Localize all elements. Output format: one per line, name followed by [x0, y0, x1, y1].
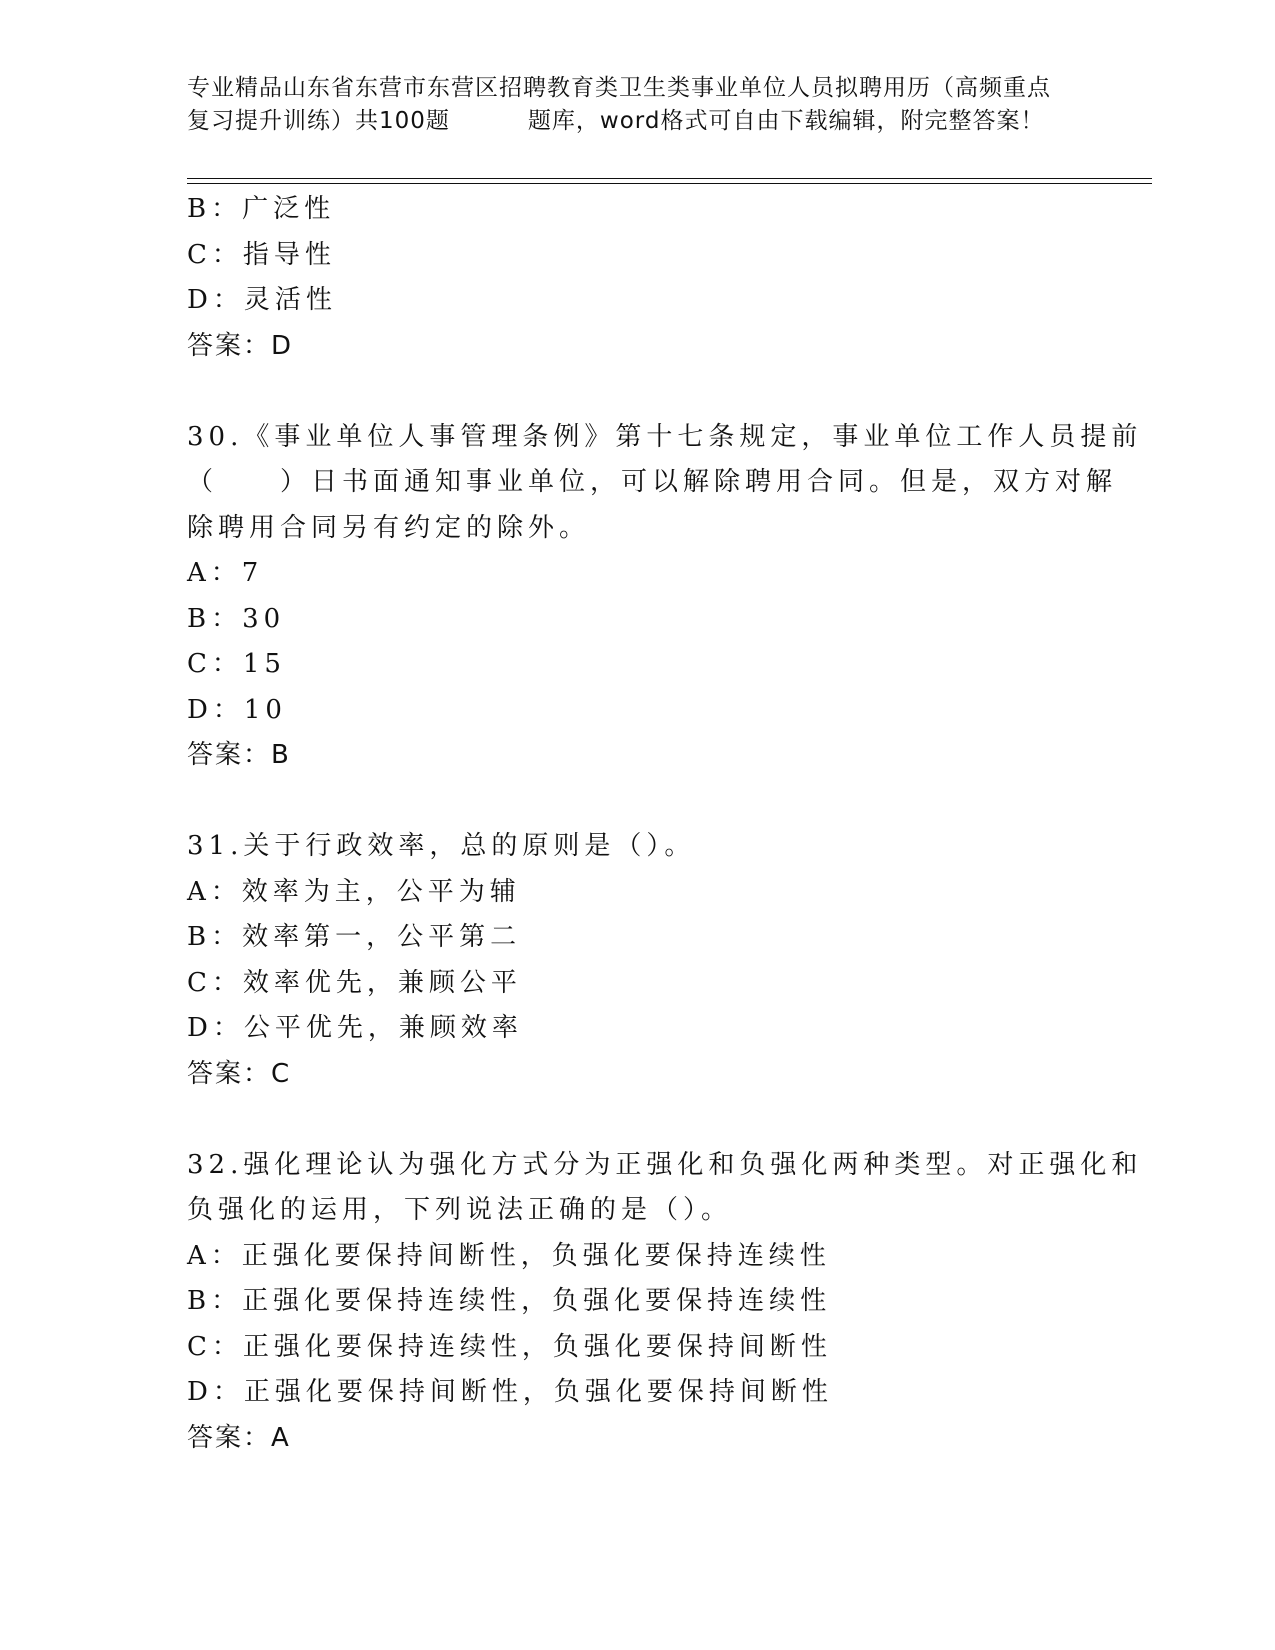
question-text-line: 31.关于行政效率，总的原则是（）。	[187, 831, 696, 861]
option-b: B：效率第一，公平第二	[187, 922, 522, 952]
option-d: D：公平优先，兼顾效率	[187, 1013, 523, 1043]
option-b: B：广泛性	[187, 194, 336, 224]
question-block-29	[187, 187, 1087, 369]
option-c: C：效率优先，兼顾公平	[187, 967, 522, 998]
question-list	[187, 187, 1143, 1461]
question-text-line: 32.强化理论认为强化方式分为正强化和负强化两种类型。对正强化和	[187, 1149, 1143, 1180]
option-a: A：效率为主，公平为辅	[187, 876, 521, 907]
header-title-line-1: 专业精品山东省东营市东营区招聘教育类卫生类事业单位人员拟聘用历（高频重点	[187, 75, 1051, 101]
header-title-line-2	[187, 105, 1087, 138]
option-d: D：正强化要保持间断性，负强化要保持间断性	[187, 1377, 833, 1407]
option-c: C：正强化要保持连续性，负强化要保持间断性	[187, 1331, 832, 1362]
question-block-31	[187, 824, 1087, 1097]
option-d: D：灵活性	[187, 285, 337, 315]
question-text-line: 30.《事业单位人事管理条例》第十七条规定，事业单位工作人员提前	[187, 421, 1143, 452]
document-header	[187, 72, 1087, 138]
answer-label: 答案：B	[187, 740, 291, 770]
option-b: B：30	[187, 603, 286, 634]
question-text-line: 负强化的运用，下列说法正确的是（）。	[187, 1195, 733, 1225]
option-a: A：7	[187, 558, 264, 588]
question-text-line: （ ）日书面通知事业单位，可以解除聘用合同。但是，双方对解	[187, 467, 1118, 497]
option-a: A：正强化要保持间断性，负强化要保持连续性	[187, 1240, 831, 1271]
header-title-right: 题库，word格式可自由下载编辑，附完整答案！	[527, 108, 1045, 134]
question-block-32	[187, 1143, 1143, 1462]
question-block-30	[187, 415, 1143, 779]
option-c: C：指导性	[187, 239, 336, 270]
answer-label: 答案：A	[187, 1422, 291, 1453]
option-d: D：10	[187, 694, 287, 725]
header-divider-bottom	[187, 183, 1152, 184]
header-divider-top	[187, 178, 1152, 179]
option-b: B：正强化要保持连续性，负强化要保持连续性	[187, 1286, 832, 1316]
answer-label: 答案：C	[187, 1058, 292, 1089]
option-c: C：15	[187, 649, 286, 679]
question-text-line: 除聘用合同另有约定的除外。	[187, 512, 591, 543]
answer-label: 答案：D	[187, 330, 294, 361]
header-title-left: 复习提升训练）共100题	[187, 108, 450, 134]
